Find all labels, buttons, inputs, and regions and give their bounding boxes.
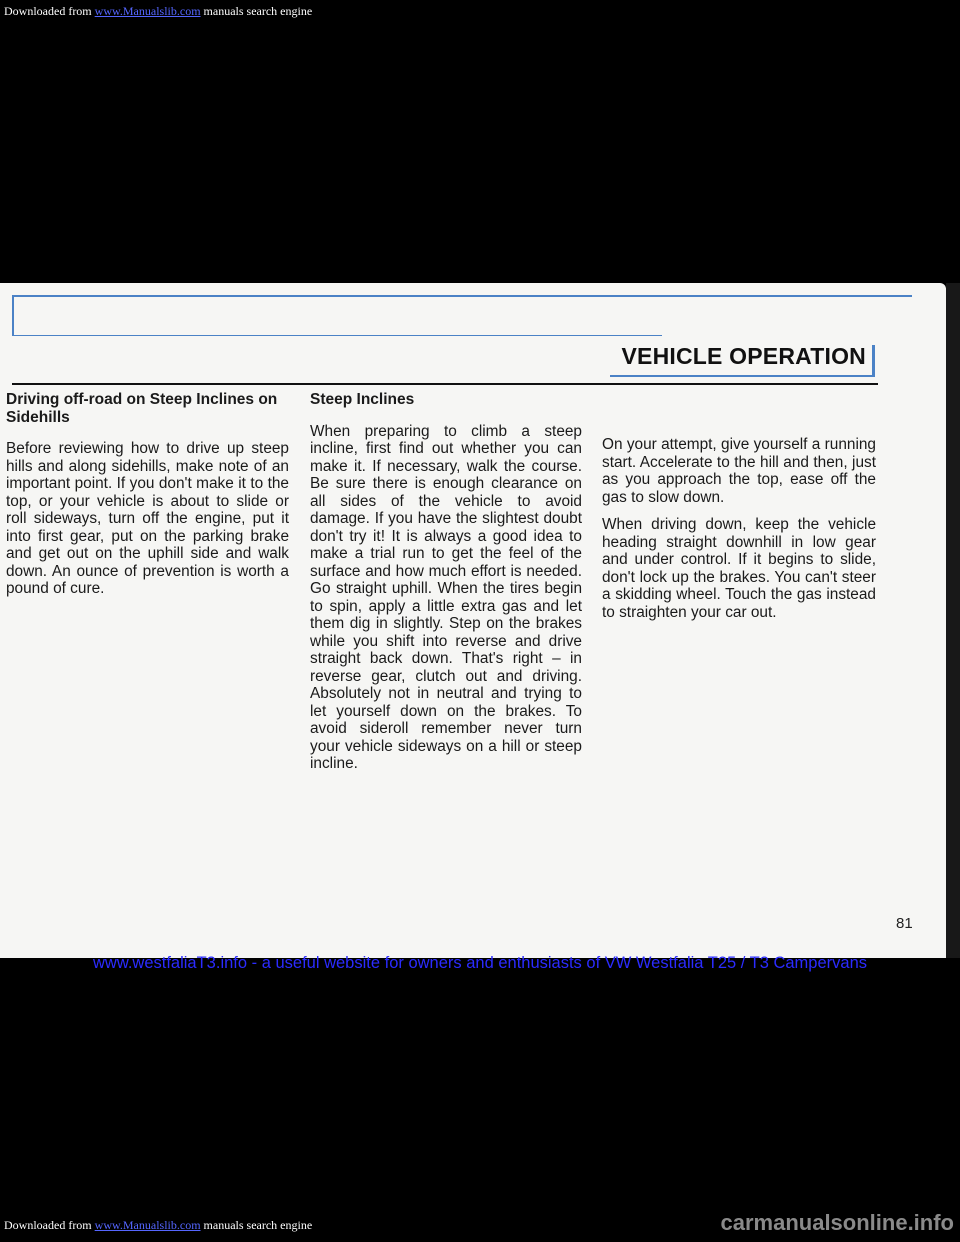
manualslib-footer-link[interactable]: www.Manualslib.com xyxy=(94,1218,201,1232)
westfalia-link[interactable]: www.westfaliaT3.info - a useful website for owners and enthusiasts of VW Westfalia T25 / T3 Campervans xyxy=(92,954,868,972)
column-sidehills xyxy=(6,391,289,608)
download-footer xyxy=(4,1218,364,1233)
header-top-line xyxy=(12,295,912,297)
paragraph-steep-inclines: When preparing to climb a steep incline, first find out whether you can make it. If necessary, walk the course. Be sure there is enough clearance on all sides of the vehicle to avoid damage. If you have the slightest doubt don't try it! It is always a good idea to make a trial run to get the feel of the surface and how much effort is needed. Go straight uphill. When the tires begin to spin, apply a little extra gas and let them dig in slightly. Step on the brakes while you shift into reverse and drive straight back down. That's right – in reverse gear, clutch out and driving. Absolutely not in neutral and trying to let yourself down on the brakes. To avoid sideroll remember never turn your vehicle sideways on a hill or steep incline. xyxy=(310,422,582,772)
header-rule xyxy=(12,383,878,385)
download-header xyxy=(0,0,960,22)
manualslib-link[interactable]: www.Manualslib.com xyxy=(94,4,201,18)
column-attempt xyxy=(602,436,876,631)
heading-steep-inclines: Steep Inclines xyxy=(310,391,415,408)
page-edge-shadow xyxy=(946,283,960,958)
column-steep-inclines xyxy=(310,391,582,783)
section-title: VEHICLE OPERATION xyxy=(621,343,866,369)
manual-page xyxy=(0,283,946,958)
download-suffix: manuals search engine xyxy=(203,4,313,18)
header-bracket xyxy=(12,295,14,336)
download-footer-suffix: manuals search engine xyxy=(203,1218,313,1232)
carmanualsonline-watermark: carmanualsonline.info xyxy=(720,1210,954,1235)
heading-sidehills: Driving off-road on Steep Inclines on Sidehills xyxy=(6,391,278,426)
header-mid-line xyxy=(12,335,662,336)
download-footer-prefix: Downloaded from xyxy=(4,1218,92,1232)
download-prefix: Downloaded from xyxy=(4,4,92,18)
header-right-bar xyxy=(872,345,875,375)
page-number: 81 xyxy=(896,915,913,932)
paragraph-sidehills: Before reviewing how to drive up steep hills and along sidehills, make note of an important point. If you don't make it to the top, or your vehicle is about to slide or roll sideways, turn off the engine, put it into first gear, put on the parking brake and get out on the uphill side and walk down. An ounce of prevention is worth a pound of cure. xyxy=(6,440,289,597)
paragraph-driving-down: When driving down, keep the vehicle heading straight downhill in low gear and under control. If it begins to slide, don't lock up the brakes. You can't steer a skidding wheel. Touch the gas instead to straighten your car out. xyxy=(602,516,876,621)
header-underline xyxy=(610,375,875,377)
paragraph-running-start: On your attempt, give yourself a running start. Accelerate to the hill and then, just as you approach the top, ease off the gas to slow down. xyxy=(602,436,876,506)
